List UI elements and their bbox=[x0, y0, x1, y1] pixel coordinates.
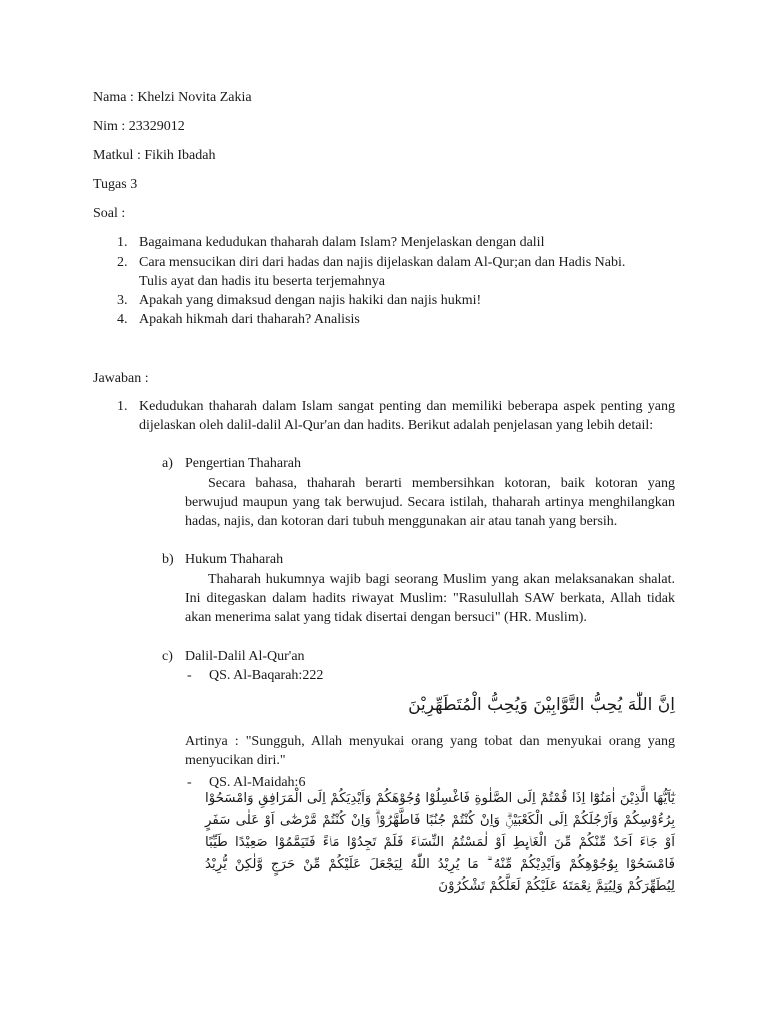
sub-title-dalil: Dalil-Dalil Al-Qur'an bbox=[185, 649, 305, 664]
question-text-continued: Tulis ayat dan hadis itu beserta terjemahnya bbox=[139, 274, 385, 289]
questions-heading: Soal : bbox=[93, 206, 126, 221]
question-number: 2. bbox=[117, 255, 128, 270]
student-name: Nama : Khelzi Novita Zakia bbox=[93, 90, 252, 105]
answer-intro: Kedudukan thaharah dalam Islam sangat penting dan memiliki beberapa aspek penting yang dijelaskan oleh dalil-dalil Al-Qur'an dan hadits. Berikut adalah penjelasan yang lebih detail: bbox=[139, 399, 675, 433]
answer-number: 1. bbox=[117, 399, 128, 414]
sub-label-a: a) bbox=[162, 456, 173, 471]
verse-dash: - bbox=[187, 775, 192, 790]
sub-text-hukum: Thaharah hukumnya wajib bagi seorang Muslim yang akan melaksanakan shalat. Ini ditegaskan dalam hadits riwayat Muslim: "Rasulullah SAW berkata, Allah tidak akan menerima salat yang tidak disertai dengan bersuci" (HR. Muslim). bbox=[185, 572, 675, 625]
student-nim: Nim : 23329012 bbox=[93, 119, 185, 134]
course-name: Matkul : Fikih Ibadah bbox=[93, 148, 216, 163]
sub-title-pengertian: Pengertian Thaharah bbox=[185, 456, 301, 471]
sub-text-pengertian: Secara bahasa, thaharah berarti membersihkan kotoran, baik kotoran yang berwujud maupun yang tak berwujud. Secara istilah, thaharah artinya menghilangkan hadas, najis, dan kotoran dari tubuh menggunakan air atau tanah yang bersih. bbox=[185, 476, 675, 529]
verse-dash: - bbox=[187, 668, 192, 683]
assignment-label: Tugas 3 bbox=[93, 177, 138, 192]
arabic-verse-baqarah: اِنَّ اللّٰهَ يُحِبُّ التَّوَّابِيْنَ وَيُحِبُّ الْمُتَطَهِّرِيْنَ bbox=[408, 695, 675, 715]
question-number: 4. bbox=[117, 312, 128, 327]
question-text: Apakah hikmah dari thaharah? Analisis bbox=[139, 312, 360, 327]
sub-title-hukum: Hukum Thaharah bbox=[185, 552, 284, 567]
question-number: 3. bbox=[117, 293, 128, 308]
sub-label-b: b) bbox=[162, 552, 174, 567]
sub-label-c: c) bbox=[162, 649, 173, 664]
verse-ref-baqarah: QS. Al-Baqarah:222 bbox=[209, 668, 324, 683]
question-number: 1. bbox=[117, 235, 128, 250]
question-text: Bagaimana kedudukan thaharah dalam Islam? Menjelaskan dengan dalil bbox=[139, 235, 545, 250]
answers-heading: Jawaban : bbox=[93, 371, 149, 386]
question-text: Apakah yang dimaksud dengan najis hakiki dan najis hukmi! bbox=[139, 293, 482, 308]
arabic-verse-maidah: يٰٓاَيُّهَا الَّذِيْنَ اٰمَنُوْٓا اِذَا قُمْتُمْ اِلَى الصَّلٰوةِ فَاغْسِلُوْا وُجُوْهَكُمْ وَاَيْدِيَكُمْ اِلَى الْمَرَافِقِ وَامْسَحُوْا بِرُءُوْسِكُمْ وَاَرْجُلَكُمْ اِلَى الْكَعْبَيْنِۗ وَاِنْ كُنْتُمْ جُنُبًا فَاطَّهَّرُوْاۗ وَاِنْ كُنْتُمْ مَّرْضٰٓى اَوْ عَلٰى سَفَرٍ اَوْ جَاۤءَ اَحَدٌ مِّنْكُمْ مِّنَ الْغَاۤىِٕطِ اَوْ لٰمَسْتُمُ النِّسَاۤءَ فَلَمْ تَجِدُوْا مَاۤءً فَتَيَمَّمُوْا صَعِيْدًا طَيِّبًا فَامْسَحُوْا بِوُجُوْهِكُمْ وَاَيْدِيْكُمْ مِّنْهُ ۗ مَا يُرِيْدُ اللّٰهُ لِيَجْعَلَ عَلَيْكُمْ مِّنْ حَرَجٍ وَّلٰكِنْ يُّرِيْدُ لِيُطَهِّرَكُمْ وَلِيُتِمَّ نِعْمَتَهٗ عَلَيْكُمْ لَعَلَّكُمْ تَشْكُرُوْنَ bbox=[205, 791, 675, 894]
verse-ref-maidah: QS. Al-Maidah:6 bbox=[209, 775, 306, 790]
verse-translation-baqarah: Artinya : "Sungguh, Allah menyukai orang yang tobat dan menyukai orang yang menyucikan diri." bbox=[185, 734, 675, 768]
question-text: Cara mensucikan diri dari hadas dan najis dijelaskan dalam Al-Qur;an dan Hadis Nabi. bbox=[139, 255, 626, 270]
